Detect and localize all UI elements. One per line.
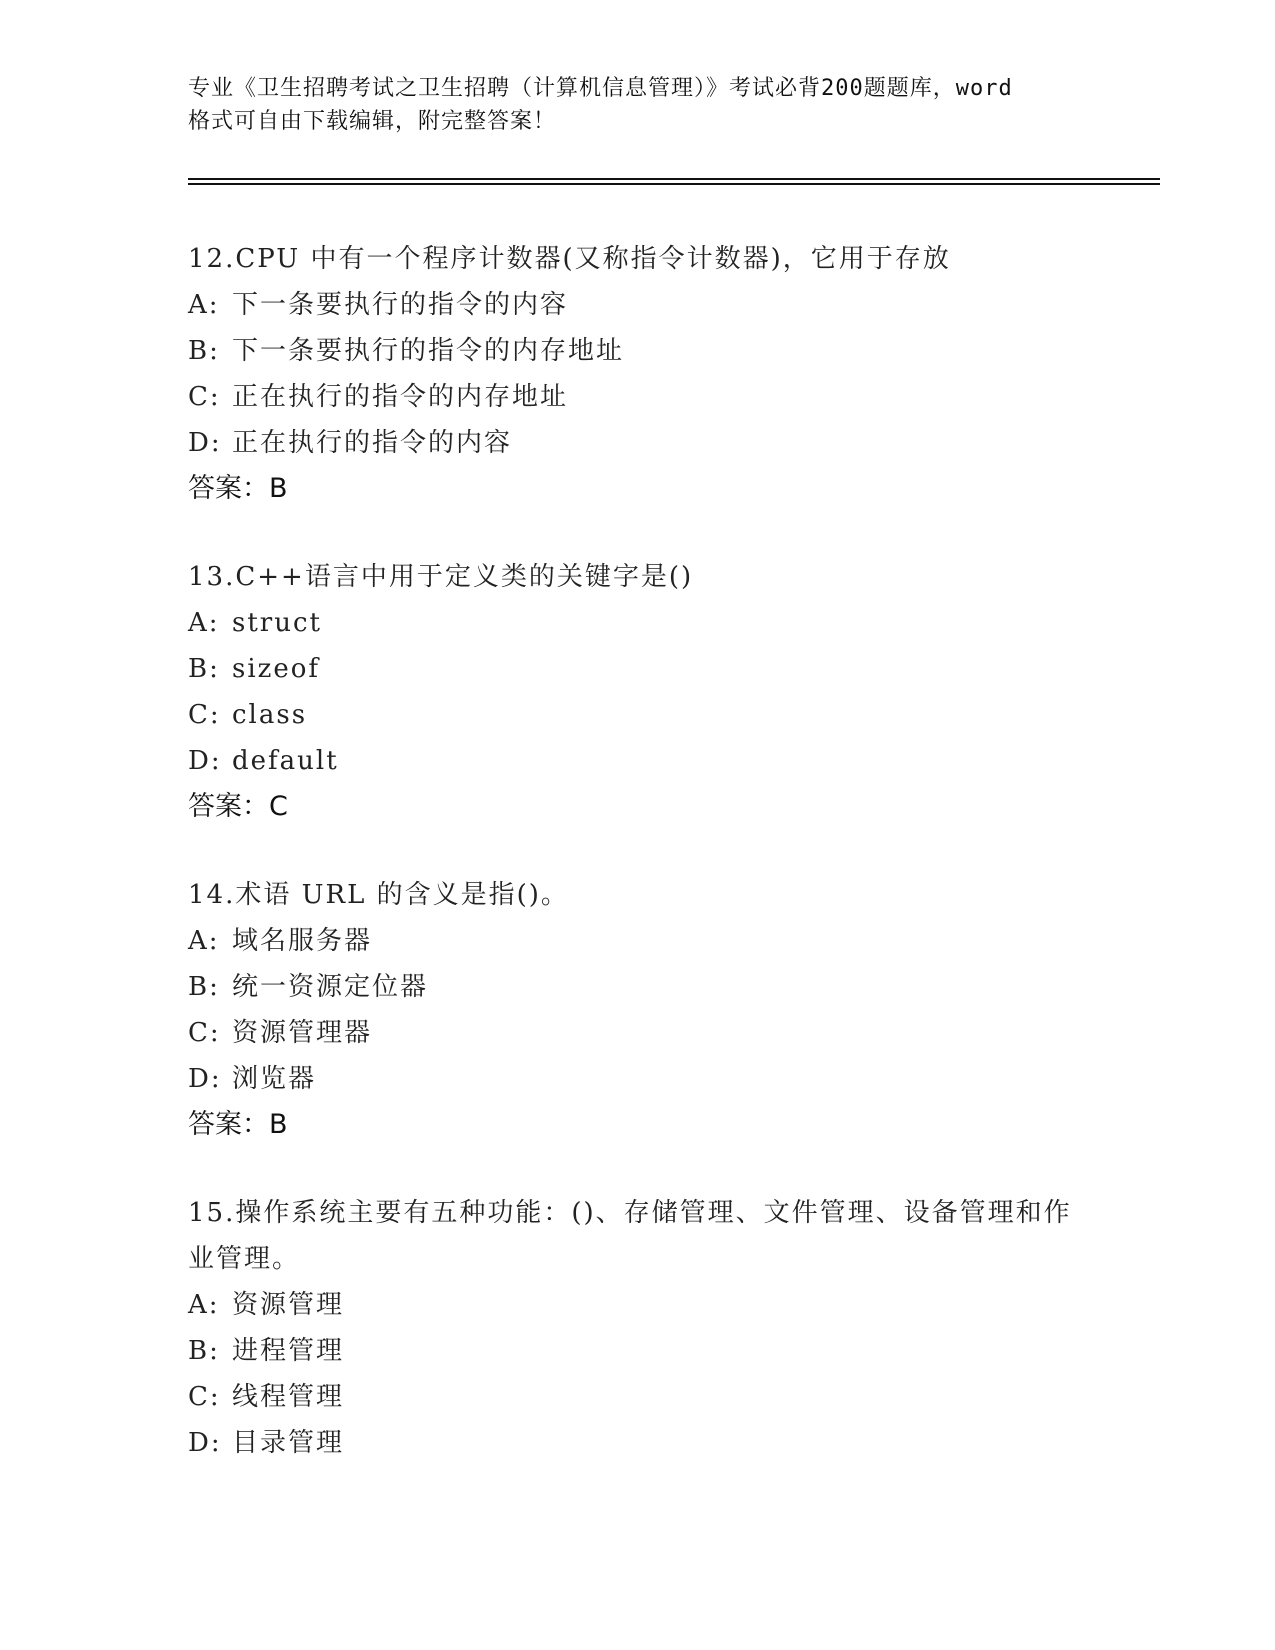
option-letter: C: xyxy=(188,700,221,730)
option-letter: D: xyxy=(188,1428,222,1458)
question-13 xyxy=(188,554,1088,830)
option-text: 资源管理器 xyxy=(232,1018,373,1048)
option-text: default xyxy=(232,746,339,776)
option-text: sizeof xyxy=(232,654,321,684)
question-stem: 13.C++语言中用于定义类的关键字是() xyxy=(188,562,694,592)
question-stem: 14.术语 URL 的含义是指()。 xyxy=(188,880,569,910)
option-letter: B: xyxy=(188,1336,220,1366)
option-c xyxy=(188,692,1088,738)
option-letter: C: xyxy=(188,1382,221,1412)
question-stem: 15.操作系统主要有五种功能：()、存储管理、文件管理、设备管理和作业管理。 xyxy=(188,1198,1072,1274)
option-text: 正在执行的指令的内容 xyxy=(232,428,513,458)
option-text: 统一资源定位器 xyxy=(232,972,429,1002)
option-letter: C: xyxy=(188,1018,221,1048)
header-divider-top xyxy=(188,178,1160,180)
option-letter: D: xyxy=(188,746,222,776)
question-15 xyxy=(188,1190,1088,1466)
option-text: 目录管理 xyxy=(232,1428,345,1458)
option-c xyxy=(188,1374,1088,1420)
option-text: 线程管理 xyxy=(232,1382,345,1412)
question-stem: 12.CPU 中有一个程序计数器(又称指令计数器)，它用于存放 xyxy=(188,244,951,274)
option-text: 资源管理 xyxy=(232,1290,345,1320)
option-a xyxy=(188,282,1088,328)
header-line-2: 格式可自由下载编辑，附完整答案！ xyxy=(188,109,557,134)
option-a xyxy=(188,600,1088,646)
option-letter: D: xyxy=(188,1064,222,1094)
option-a xyxy=(188,1282,1088,1328)
option-a xyxy=(188,918,1088,964)
answer-text: 答案：B xyxy=(188,473,288,504)
question-12 xyxy=(188,236,1088,512)
option-b xyxy=(188,964,1088,1010)
option-letter: A: xyxy=(188,926,220,956)
option-text: class xyxy=(232,700,308,730)
option-c xyxy=(188,1010,1088,1056)
option-d xyxy=(188,420,1088,466)
header-divider-bottom xyxy=(188,183,1160,185)
option-text: 域名服务器 xyxy=(232,926,373,956)
document-header xyxy=(188,72,1088,138)
option-d xyxy=(188,1420,1088,1466)
header-line-1: 专业《卫生招聘考试之卫生招聘（计算机信息管理）》考试必背200题题库，word xyxy=(188,76,1013,101)
option-letter: A: xyxy=(188,608,220,638)
answer-text: 答案：C xyxy=(188,791,288,822)
option-letter: D: xyxy=(188,428,222,458)
option-c xyxy=(188,374,1088,420)
option-letter: B: xyxy=(188,972,220,1002)
option-text: 正在执行的指令的内存地址 xyxy=(232,382,569,412)
option-text: 下一条要执行的指令的内容 xyxy=(232,290,569,320)
option-d xyxy=(188,1056,1088,1102)
question-list xyxy=(188,236,1088,1508)
option-letter: B: xyxy=(188,336,220,366)
option-text: 下一条要执行的指令的内存地址 xyxy=(232,336,625,366)
option-b xyxy=(188,646,1088,692)
option-text: 进程管理 xyxy=(232,1336,345,1366)
option-letter: A: xyxy=(188,290,220,320)
option-b xyxy=(188,1328,1088,1374)
option-text: struct xyxy=(232,608,322,638)
question-14 xyxy=(188,872,1088,1148)
option-letter: A: xyxy=(188,1290,220,1320)
answer-text: 答案：B xyxy=(188,1109,288,1140)
option-b xyxy=(188,328,1088,374)
option-text: 浏览器 xyxy=(232,1064,317,1094)
option-d xyxy=(188,738,1088,784)
option-letter: B: xyxy=(188,654,220,684)
option-letter: C: xyxy=(188,382,221,412)
